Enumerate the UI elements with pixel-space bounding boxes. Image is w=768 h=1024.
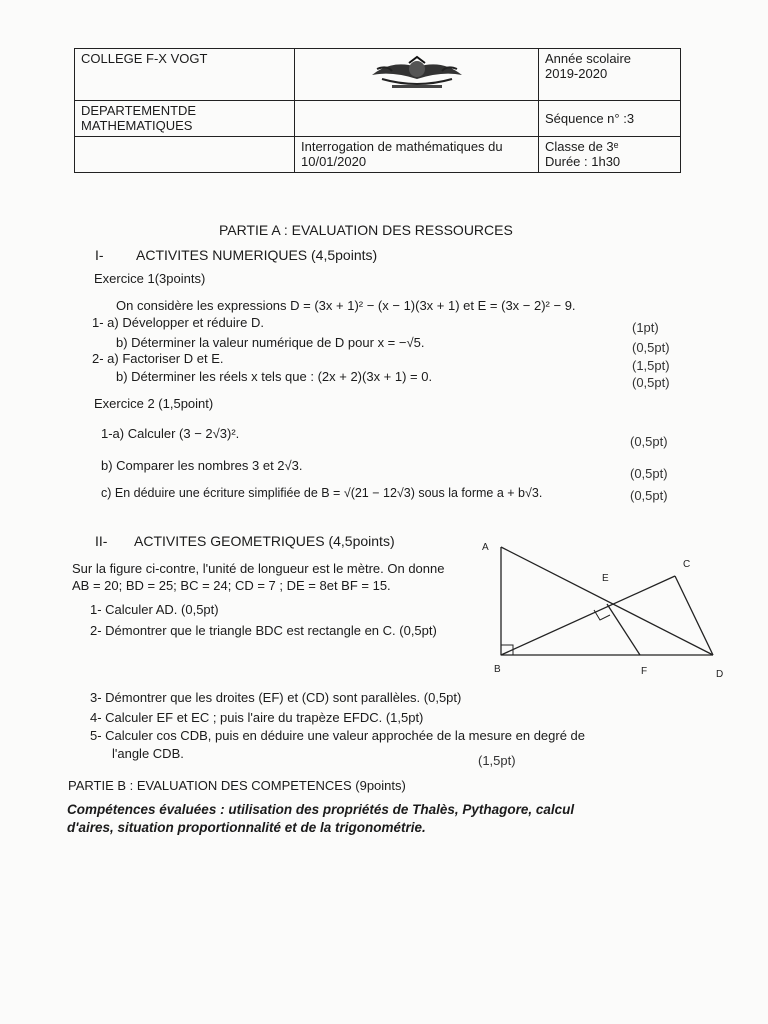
competences-line2: d'aires, situation proportionnalité et de la trigonométrie. (67, 820, 426, 835)
ex2-q1a: 1-a) Calculer (3 − 2√3)². (101, 426, 240, 441)
section1-number: I- (95, 247, 104, 263)
test-date: 10/01/2020 (301, 154, 367, 169)
label-A: A (482, 542, 489, 553)
segment-BC (501, 576, 675, 655)
logo-cell (295, 49, 539, 101)
ex2-q1b: b) Comparer les nombres 3 et 2√3. (101, 458, 303, 473)
section2-title: ACTIVITES GEOMETRIQUES (4,5points) (134, 533, 395, 549)
department-cell (75, 101, 295, 137)
department-line1: DEPARTEMENTDE (81, 103, 197, 118)
ex2-q1a-points: (0,5pt) (630, 434, 668, 449)
geo-q3: 3- Démontrer que les droites (EF) et (CD) sont parallèles. (0,5pt) (90, 690, 462, 705)
geo-q5-points: (1,5pt) (478, 753, 516, 768)
class-level: Classe de 3ᵉ (545, 139, 619, 154)
geometry-figure (480, 536, 730, 686)
geo-q1: 1- Calculer AD. (0,5pt) (90, 602, 219, 617)
sequence-cell (539, 101, 681, 137)
label-D: D (716, 669, 724, 680)
geo-q2: 2- Démontrer que le triangle BDC est rectangle en C. (0,5pt) (90, 623, 437, 638)
ex1-q2a: 2- a) Factoriser D et E. (92, 351, 224, 366)
ex1-q2b: b) Déterminer les réels x tels que : (2x + 2)(3x + 1) = 0. (116, 369, 433, 384)
ex1-q1a-points: (1pt) (632, 320, 659, 335)
ex2-q1c: c) En déduire une écriture simplifiée de B = √(21 − 12√3) sous la forme a + b√3. (101, 486, 543, 500)
partie-a-title: PARTIE A : EVALUATION DES RESSOURCES (219, 222, 513, 238)
label-B: B (494, 664, 501, 675)
school-logo-icon (362, 53, 472, 93)
ex2-q1c-points: (0,5pt) (630, 488, 668, 503)
competences-line1: Compétences évaluées : utilisation des propriétés de Thalès, Pythagore, calcul (67, 802, 575, 817)
ex1-q2b-points: (0,5pt) (632, 375, 670, 390)
test-title: Interrogation de mathématiques du (301, 139, 503, 154)
section2-number: II- (95, 533, 108, 549)
ex1-q2a-points: (1,5pt) (632, 358, 670, 373)
school-cell (75, 49, 295, 101)
duration: Durée : 1h30 (545, 154, 621, 169)
year-cell (539, 49, 681, 101)
ex2-title: Exercice 2 (1,5point) (94, 396, 214, 411)
segment-EF (607, 604, 640, 655)
empty-cell (295, 101, 539, 137)
header-table (74, 48, 681, 173)
label-F: F (641, 666, 648, 677)
ex2-q1b-points: (0,5pt) (630, 466, 668, 481)
ex1-title: Exercice 1(3points) (94, 271, 206, 286)
label-E: E (602, 573, 609, 584)
year-value: 2019-2020 (545, 66, 608, 81)
geo-q4: 4- Calculer EF et EC ; puis l'aire du trapèze EFDC. (1,5pt) (90, 710, 424, 725)
class-cell (539, 137, 681, 173)
segment-AD (501, 547, 713, 655)
geo-intro-line1: Sur la figure ci-contre, l'unité de longueur est le mètre. On donne (72, 561, 445, 576)
ex1-q1a: 1- a) Développer et réduire D. (92, 315, 264, 330)
year-label: Année scolaire (545, 51, 631, 66)
section1-title: ACTIVITES NUMERIQUES (4,5points) (136, 247, 378, 263)
geo-q5-line2: l'angle CDB. (112, 746, 184, 761)
ex1-intro: On considère les expressions D = (3x + 1)² − (x − 1)(3x + 1) et E = (3x − 2)² − 9. (116, 298, 576, 313)
partie-b-title: PARTIE B : EVALUATION DES COMPETENCES (9points) (68, 778, 406, 793)
ex1-q1b: b) Déterminer la valeur numérique de D pour x = −√5. (116, 335, 425, 350)
blank-cell (75, 137, 295, 173)
segment-CD (675, 576, 713, 655)
label-C: C (683, 559, 691, 570)
sequence-number: Séquence n° :3 (545, 111, 635, 126)
ex1-q1b-points: (0,5pt) (632, 340, 670, 355)
geo-intro-line2: AB = 20; BD = 25; BC = 24; CD = 7 ; DE = 8et BF = 15. (72, 578, 391, 593)
school-name: COLLEGE F-X VOGT (81, 51, 208, 66)
test-cell (295, 137, 539, 173)
geo-q5-line1: 5- Calculer cos CDB, puis en déduire une valeur approchée de la mesure en degré de (90, 728, 586, 743)
department-line2: MATHEMATIQUES (81, 118, 193, 133)
